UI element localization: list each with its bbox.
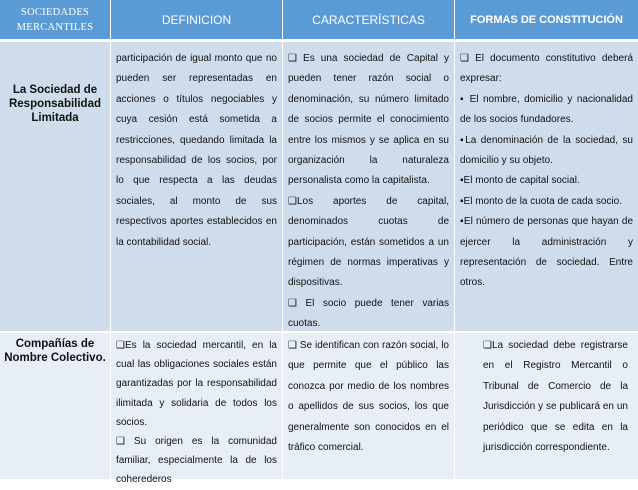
srl-forma-item: ▪El monto de la cuota de cada socio. bbox=[460, 195, 622, 207]
srl-caracteristica-item: ❑ El socio puede tener varias cuotas. bbox=[288, 297, 449, 330]
srl-definicion: participación de igual monto que no pueden ser representadas en acciones o títulos negociables y cuya cesión está sometida a restricciones, quedando limitada la responsabilidad de los socios, por lo que respecta a las deudas sociales, al monto de sus respectivos aportes establecidos en la contabilidad social. bbox=[111, 42, 283, 333]
row-name-srl: La Sociedad de Responsabilidad Limitada bbox=[0, 42, 111, 333]
srl-caracteristicas bbox=[283, 42, 455, 333]
colectivo-caracteristica-item: ❑ Se identifican con razón social, lo que permite que el público las conozca por medio de los nombres o apellidos de sus socios, los que generalmente son conocidos en el tráfico comercial. bbox=[288, 340, 449, 454]
header-formas-constitucion: FORMAS DE CONSTITUCIÓN bbox=[455, 0, 638, 42]
colectivo-forma-item: ❑La sociedad debe registrarse en el Registro Mercantil o Tribunal de Comercio de la Jurisdicción y se publicará en un periódico que se edita en la jurisdicción correspondiente. bbox=[483, 340, 628, 454]
srl-forma-item: ▪El monto de capital social. bbox=[460, 175, 580, 187]
header-definicion: DEFINICION bbox=[111, 0, 283, 42]
row-name-nombre-colectivo: Compañías de Nombre Colectivo. bbox=[0, 333, 111, 479]
srl-caracteristica-item: ❑ Es una sociedad de Capital y pueden tener razón social o denominación, su número limitado de socios permite el conocimiento entre los mismos y se aplica en su organización la naturaleza personalista como la capitalista. bbox=[288, 53, 449, 187]
header-sociedades-mercantiles: SOCIEDADES MERCANTILES bbox=[0, 0, 111, 42]
srl-forma-item: ▪La denominación de la sociedad, su domicilio y su objeto. bbox=[460, 134, 633, 167]
srl-caracteristica-item: ❑Los aportes de capital, denominados cuotas de participación, están sometidos a un régimen de normas imperativas y dispositivas. bbox=[288, 195, 449, 289]
header-caracteristicas: CARACTERÍSTICAS bbox=[283, 0, 455, 42]
colectivo-definicion-item: ❑ Su origen es la comunidad familiar, especialmente la de los coherederos bbox=[116, 436, 277, 486]
colectivo-definicion bbox=[111, 333, 283, 486]
srl-forma-item: ▪ El nombre, domicilio y nacionalidad de los socios fundadores. bbox=[460, 93, 633, 126]
colectivo-formas bbox=[455, 333, 638, 479]
srl-formas bbox=[455, 42, 638, 333]
srl-forma-item: ❑ El documento constitutivo deberá expresar: bbox=[460, 53, 633, 85]
colectivo-caracteristicas bbox=[283, 333, 455, 479]
srl-forma-item: ▪El número de personas que hayan de ejercer la administración y representación de sociedad. Entre otros. bbox=[460, 216, 633, 289]
colectivo-definicion-item: ❑Es la sociedad mercantil, en la cual las obligaciones sociales están garantizadas por la responsabilidad ilimitada y solidaria de todos los socios. bbox=[116, 340, 277, 428]
